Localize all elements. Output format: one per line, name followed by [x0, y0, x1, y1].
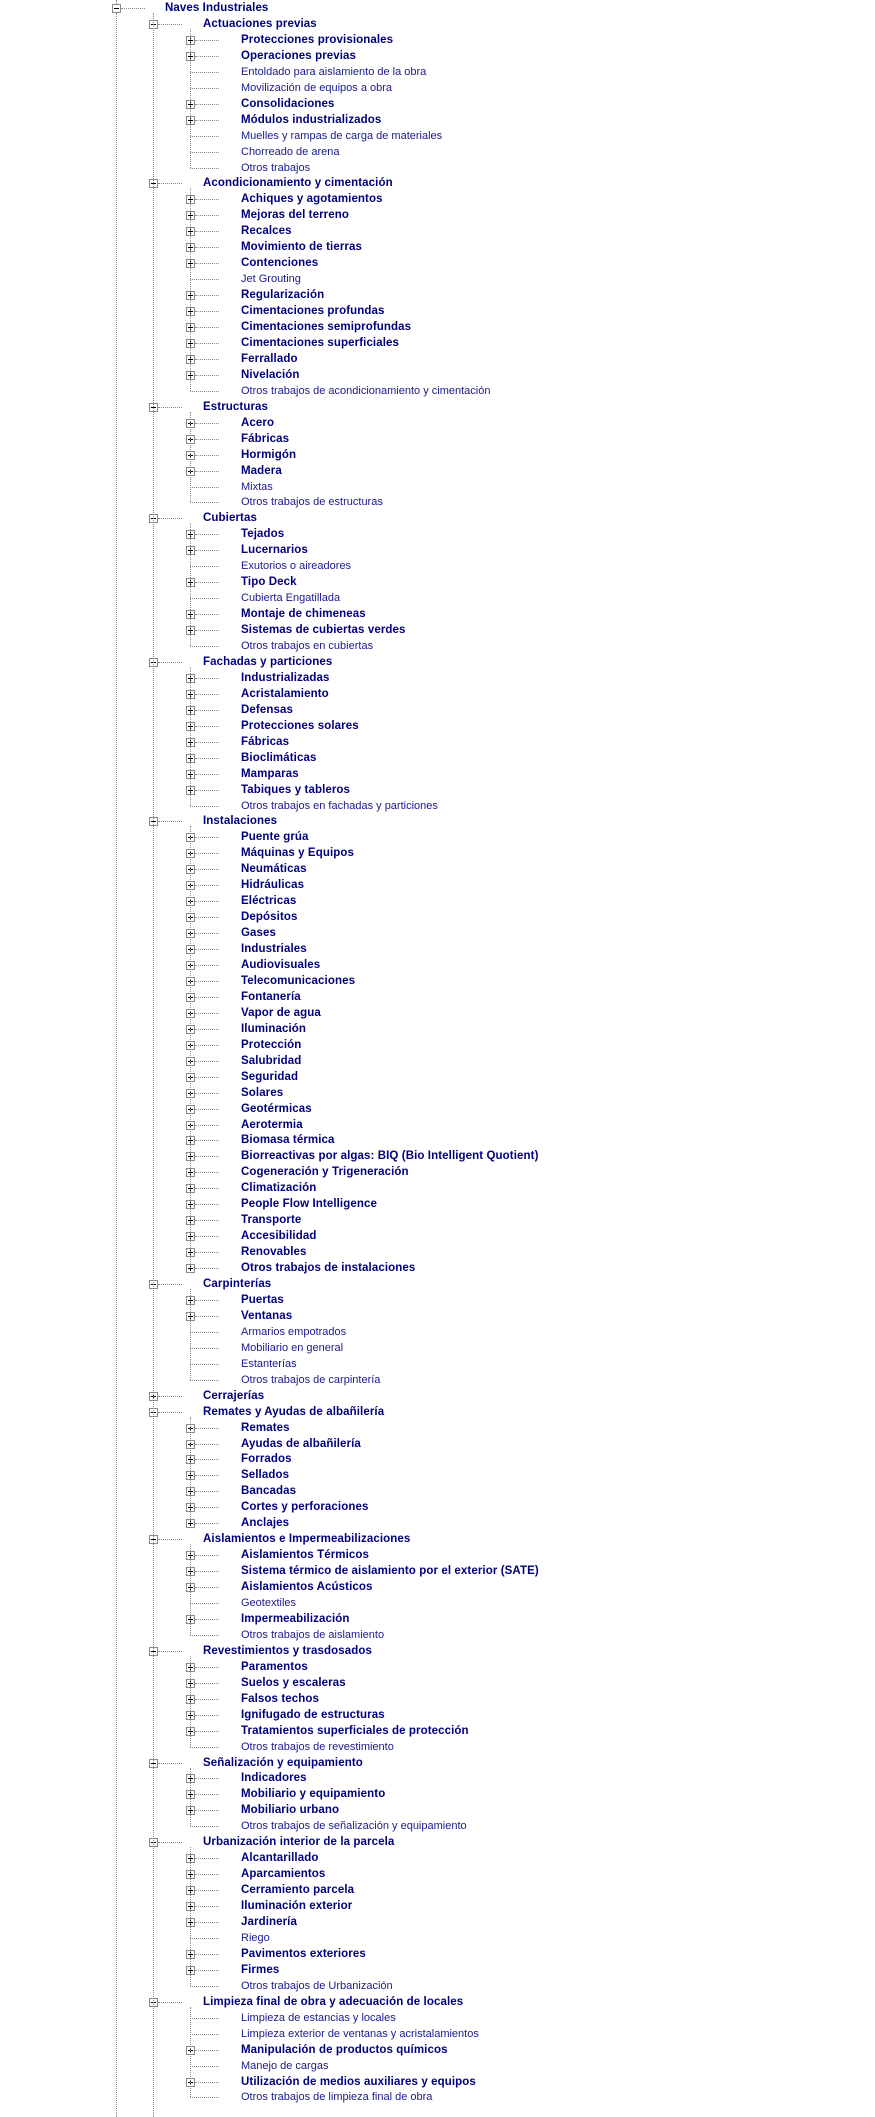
tree-node-item[interactable]: Eléctricas — [241, 895, 297, 907]
tree-node-item[interactable]: Jet Grouting — [241, 273, 301, 285]
tree-connector-vertical — [190, 1847, 191, 1986]
tree-node-item[interactable]: People Flow Intelligence — [241, 1198, 377, 1210]
tree-node-item[interactable]: Cogeneración y Trigeneración — [241, 1166, 409, 1178]
tree-node-category[interactable]: Aislamientos e Impermeabilizaciones — [203, 1533, 411, 1545]
tree-connector-horizontal — [195, 1061, 219, 1062]
tree-node-item[interactable]: Biorreactivas por algas: BIQ (Bio Intelligent Quotient) — [241, 1150, 539, 1162]
tree-node-category[interactable]: Instalaciones — [203, 815, 278, 827]
tree-connector-horizontal — [190, 152, 219, 153]
tree-node-item[interactable]: Fontanería — [241, 991, 301, 1003]
tree-connector-horizontal — [195, 694, 219, 695]
tree-node-item[interactable]: Cortes y perforaciones — [241, 1501, 369, 1513]
tree-connector-vertical — [116, 13, 117, 2117]
tree-node-item[interactable]: Bancadas — [241, 1485, 297, 1497]
tree-connector-horizontal — [195, 1140, 219, 1141]
tree-connector-horizontal — [195, 1475, 219, 1476]
tree-node-item[interactable]: Montaje de chimeneas — [241, 608, 366, 620]
tree-node-item[interactable]: Regularización — [241, 289, 325, 301]
tree-connector-horizontal — [158, 1539, 182, 1540]
tree-connector-horizontal — [190, 1332, 219, 1333]
tree-node-item[interactable]: Módulos industrializados — [241, 114, 382, 126]
tree-node-item[interactable]: Mobiliario y equipamiento — [241, 1788, 386, 1800]
tree-connector-horizontal — [195, 1172, 219, 1173]
tree-connector-horizontal — [195, 965, 219, 966]
tree-connector-horizontal — [195, 534, 219, 535]
tree-node-item[interactable]: Otros trabajos de acondicionamiento y cimentación — [241, 385, 491, 397]
tree-connector-vertical — [190, 1544, 191, 1635]
tree-connector-horizontal — [195, 1874, 219, 1875]
tree-connector-horizontal — [195, 1715, 219, 1716]
tree-node-item[interactable]: Mamparas — [241, 768, 299, 780]
tree-node-item[interactable]: Entoldado para aislamiento de la obra — [241, 66, 427, 78]
tree-connector-horizontal — [195, 917, 219, 918]
tree-connector-horizontal — [190, 2097, 219, 2098]
tree-node-item[interactable]: Geotérmicas — [241, 1103, 312, 1115]
tree-node-item[interactable]: Solares — [241, 1087, 284, 1099]
tree-connector-horizontal — [195, 1204, 219, 1205]
tree-connector-horizontal — [195, 550, 219, 551]
tree-connector-horizontal — [195, 1013, 219, 1014]
tree-connector-horizontal — [195, 1507, 219, 1508]
tree-node-item[interactable]: Cimentaciones profundas — [241, 305, 385, 317]
tree-node-category[interactable]: Acondicionamiento y cimentación — [203, 177, 393, 189]
tree-node-item[interactable]: Nivelación — [241, 369, 300, 381]
tree-connector-horizontal — [195, 997, 219, 998]
tree-connector-horizontal — [195, 1156, 219, 1157]
tree-node-item[interactable]: Máquinas y Equipos — [241, 847, 354, 859]
tree-connector-horizontal — [195, 1188, 219, 1189]
tree-connector-horizontal — [190, 487, 219, 488]
tree-connector-horizontal — [195, 1683, 219, 1684]
tree-connector-horizontal — [195, 471, 219, 472]
tree-connector-horizontal — [195, 1587, 219, 1588]
tree-connector-vertical — [190, 1417, 191, 1523]
tree-node-item[interactable]: Hormigón — [241, 449, 297, 461]
tree-node-item[interactable]: Exutorios o aireadores — [241, 560, 352, 572]
tree-node-item[interactable]: Mejoras del terreno — [241, 209, 349, 221]
tree-node-item[interactable]: Otros trabajos de aislamiento — [241, 1629, 385, 1641]
tree-node-item[interactable]: Movimiento de tierras — [241, 241, 362, 253]
tree-connector-horizontal — [195, 1555, 219, 1556]
tree-connector-horizontal — [190, 1747, 219, 1748]
tree-connector-horizontal — [195, 710, 219, 711]
tree-connector-horizontal — [195, 295, 219, 296]
tree-node-item[interactable]: Defensas — [241, 704, 293, 716]
tree-connector-horizontal — [195, 678, 219, 679]
tree-node-item[interactable]: Pavimentos exteriores — [241, 1948, 366, 1960]
tree-connector-horizontal — [195, 1954, 219, 1955]
tree-node-item[interactable]: Manejo de cargas — [241, 2060, 329, 2072]
tree-connector-horizontal — [190, 168, 219, 169]
tree-connector-horizontal — [190, 88, 219, 89]
tree-connector-horizontal — [195, 901, 219, 902]
tree-node-item[interactable]: Industriales — [241, 943, 307, 955]
tree-connector-horizontal — [195, 1667, 219, 1668]
tree-connector-vertical — [190, 826, 191, 1268]
tree-connector-vertical — [190, 1289, 191, 1380]
tree-connector-horizontal — [195, 933, 219, 934]
tree-connector-horizontal — [190, 2066, 219, 2067]
tree-connector-horizontal — [195, 1268, 219, 1269]
tree-node-item[interactable]: Muelles y rampas de carga de materiales — [241, 130, 443, 142]
tree-connector-horizontal — [121, 8, 145, 9]
tree-connector-horizontal — [158, 662, 182, 663]
tree-connector-horizontal — [158, 1763, 182, 1764]
tree-node-item[interactable]: Falsos techos — [241, 1693, 319, 1705]
tree-connector-horizontal — [195, 2082, 219, 2083]
tree-node-item[interactable]: Audiovisuales — [241, 959, 321, 971]
tree-node-item[interactable]: Consolidaciones — [241, 98, 335, 110]
tree-connector-horizontal — [195, 1491, 219, 1492]
tree-node-item[interactable]: Manipulación de productos químicos — [241, 2044, 448, 2056]
tree-node-item[interactable]: Aparcamientos — [241, 1868, 326, 1880]
tree-connector-horizontal — [195, 1731, 219, 1732]
tree-node-item[interactable]: Sistemas de cubiertas verdes — [241, 624, 406, 636]
tree-node-item[interactable]: Otros trabajos de estructuras — [241, 496, 383, 508]
tree-connector-vertical — [190, 1656, 191, 1747]
tree-connector-horizontal — [195, 1906, 219, 1907]
tree-connector-horizontal — [195, 1699, 219, 1700]
tree-node-item[interactable]: Biomasa térmica — [241, 1134, 335, 1146]
tree-node-item[interactable]: Cubierta Engatillada — [241, 592, 341, 604]
tree-connector-horizontal — [195, 1300, 219, 1301]
tree-connector-horizontal — [158, 407, 182, 408]
tree-node-item[interactable]: Protecciones solares — [241, 720, 359, 732]
tree-node-item[interactable]: Mixtas — [241, 481, 273, 493]
tree-connector-vertical — [116, 0, 117, 4]
tree-node-category[interactable]: Revestimientos y trasdosados — [203, 1645, 372, 1657]
tree-connector-horizontal — [195, 439, 219, 440]
tree-connector-horizontal — [190, 566, 219, 567]
tree-node-item[interactable]: Otros trabajos de limpieza final de obra — [241, 2091, 433, 2103]
tree-connector-horizontal — [195, 1045, 219, 1046]
tree-node-category[interactable]: Actuaciones previas — [203, 18, 317, 30]
tree-node-category[interactable]: Carpinterías — [203, 1278, 272, 1290]
tree-node-item[interactable]: Utilización de medios auxiliares y equipos — [241, 2076, 476, 2088]
tree-connector-horizontal — [195, 726, 219, 727]
tree-connector-horizontal — [195, 104, 219, 105]
tree-node-item[interactable]: Lucernarios — [241, 544, 308, 556]
tree-connector-vertical — [190, 667, 191, 806]
tree-connector-horizontal — [190, 1364, 219, 1365]
tree-node-item[interactable]: Operaciones previas — [241, 50, 357, 62]
tree-connector-horizontal — [195, 247, 219, 248]
tree-node-item[interactable]: Acristalamiento — [241, 688, 329, 700]
tree-connector-horizontal — [195, 1428, 219, 1429]
tree-node-item[interactable]: Indicadores — [241, 1772, 307, 1784]
tree-node-item[interactable]: Acero — [241, 417, 275, 429]
tree-connector-horizontal — [158, 24, 182, 25]
tree-node-item[interactable]: Tabiques y tableros — [241, 784, 351, 796]
tree-connector-horizontal — [195, 1077, 219, 1078]
tree-connector-horizontal — [195, 2050, 219, 2051]
tree-node-item[interactable]: Ignifugado de estructuras — [241, 1709, 385, 1721]
tree-node-item[interactable]: Otros trabajos en cubiertas — [241, 640, 374, 652]
tree-node-item[interactable]: Tipo Deck — [241, 576, 297, 588]
tree-connector-horizontal — [195, 1794, 219, 1795]
tree-connector-horizontal — [195, 1316, 219, 1317]
tree-node-item[interactable]: Limpieza exterior de ventanas y acristalamientos — [241, 2028, 479, 2040]
tree-connector-horizontal — [195, 1220, 219, 1221]
tree-node-item[interactable]: Aislamientos Acústicos — [241, 1581, 373, 1593]
tree-node-item[interactable]: Ventanas — [241, 1310, 293, 1322]
tree-node-category[interactable]: Remates y Ayudas de albañilería — [203, 1406, 385, 1418]
tree-connector-horizontal — [195, 1444, 219, 1445]
tree-connector-horizontal — [195, 1236, 219, 1237]
tree-node-item[interactable]: Madera — [241, 465, 282, 477]
tree-node-item[interactable]: Fábricas — [241, 736, 290, 748]
tree-connector-horizontal — [195, 40, 219, 41]
tree-connector-horizontal — [158, 2002, 182, 2003]
tree-node-item[interactable]: Iluminación — [241, 1023, 306, 1035]
tree-connector-horizontal — [195, 1858, 219, 1859]
tree-node-item[interactable]: Transporte — [241, 1214, 302, 1226]
tree-connector-horizontal — [195, 1523, 219, 1524]
tree-connector-horizontal — [190, 1826, 219, 1827]
tree-connector-horizontal — [195, 343, 219, 344]
tree-node-item[interactable]: Industrializadas — [241, 672, 330, 684]
tree-node-item[interactable]: Vapor de agua — [241, 1007, 321, 1019]
tree-connector-horizontal — [195, 869, 219, 870]
tree-node-item[interactable]: Otros trabajos de instalaciones — [241, 1262, 416, 1274]
tree-node-item[interactable]: Otros trabajos de señalización y equipamiento — [241, 1820, 467, 1832]
tree-connector-horizontal — [195, 885, 219, 886]
tree-connector-horizontal — [195, 1922, 219, 1923]
tree-node-item[interactable]: Puente grúa — [241, 831, 309, 843]
tree-node-item[interactable]: Remates — [241, 1422, 290, 1434]
tree-connector-horizontal — [195, 1093, 219, 1094]
tree-node-item[interactable]: Salubridad — [241, 1055, 302, 1067]
tree-connector-horizontal — [158, 518, 182, 519]
tree-connector-horizontal — [195, 1970, 219, 1971]
tree-node-item[interactable]: Sellados — [241, 1469, 290, 1481]
tree-connector-horizontal — [195, 120, 219, 121]
tree-node-item[interactable]: Accesibilidad — [241, 1230, 317, 1242]
tree-node-item[interactable]: Climatización — [241, 1182, 317, 1194]
tree-connector-horizontal — [158, 183, 182, 184]
tree-node-item[interactable]: Bioclimáticas — [241, 752, 317, 764]
tree-connector-horizontal — [195, 630, 219, 631]
tree-connector-vertical — [190, 29, 191, 168]
tree-node-item[interactable]: Aislamientos Térmicos — [241, 1549, 370, 1561]
tree-connector-horizontal — [190, 1348, 219, 1349]
tree-node-category[interactable]: Limpieza final de obra y adecuación de locales — [203, 1996, 464, 2008]
tree-connector-vertical — [190, 2007, 191, 2097]
tree-connector-horizontal — [195, 1890, 219, 1891]
tree-node-item[interactable]: Recalces — [241, 225, 292, 237]
tree-connector-horizontal — [195, 1125, 219, 1126]
tree-connector-horizontal — [195, 1571, 219, 1572]
tree-connector-vertical — [153, 13, 154, 2117]
tree-connector-horizontal — [190, 2034, 219, 2035]
tree-node-category[interactable]: Fachadas y particiones — [203, 656, 333, 668]
tree-connector-horizontal — [158, 1412, 182, 1413]
tree-connector-horizontal — [190, 806, 219, 807]
tree-connector-horizontal — [195, 853, 219, 854]
tree-connector-vertical — [190, 1768, 191, 1826]
tree-node-item[interactable]: Cimentaciones semiprofundas — [241, 321, 412, 333]
tree-connector-vertical — [190, 412, 191, 502]
tree-node-category[interactable]: Estructuras — [203, 401, 269, 413]
tree-node-item[interactable]: Tratamientos superficiales de protección — [241, 1725, 469, 1737]
tree-node-root[interactable]: Naves Industriales — [165, 2, 269, 14]
tree-node-category[interactable]: Urbanización interior de la parcela — [203, 1836, 395, 1848]
tree-node-item[interactable]: Movilización de equipos a obra — [241, 82, 393, 94]
tree-connector-horizontal — [195, 1029, 219, 1030]
tree-node-item[interactable]: Tejados — [241, 528, 285, 540]
tree-connector-horizontal — [195, 215, 219, 216]
tree-connector-horizontal — [190, 1380, 219, 1381]
tree-node-item[interactable]: Otros trabajos de carpintería — [241, 1374, 381, 1386]
tree-connector-horizontal — [158, 1396, 182, 1397]
tree-node-item[interactable]: Mobiliario en general — [241, 1342, 344, 1354]
tree-connector-horizontal — [195, 758, 219, 759]
tree-node-item[interactable]: Telecomunicaciones — [241, 975, 356, 987]
tree-connector-horizontal — [195, 231, 219, 232]
tree-node-item[interactable]: Iluminación exterior — [241, 1900, 353, 1912]
tree-node-item[interactable]: Otros trabajos de Urbanización — [241, 1980, 393, 1992]
tree-node-item[interactable]: Otros trabajos en fachadas y particiones — [241, 800, 438, 812]
tree-connector-horizontal — [195, 949, 219, 950]
tree-connector-horizontal — [190, 72, 219, 73]
tree-connector-horizontal — [195, 614, 219, 615]
tree-connector-horizontal — [195, 1252, 219, 1253]
tree-connector-horizontal — [195, 423, 219, 424]
tree-node-item[interactable]: Fábricas — [241, 433, 290, 445]
tree-connector-horizontal — [158, 1651, 182, 1652]
tree-connector-horizontal — [190, 1938, 219, 1939]
tree-node-item[interactable]: Limpieza de estancias y locales — [241, 2012, 396, 2024]
tree-connector-horizontal — [195, 359, 219, 360]
tree-connector-horizontal — [190, 1635, 219, 1636]
tree-node-item[interactable]: Puertas — [241, 1294, 284, 1306]
tree-connector-horizontal — [195, 774, 219, 775]
tree-connector-horizontal — [190, 279, 219, 280]
tree-node-item[interactable]: Ferrallado — [241, 353, 298, 365]
tree-node-item[interactable]: Renovables — [241, 1246, 307, 1258]
tree-connector-horizontal — [195, 311, 219, 312]
tree-node-item[interactable]: Forrados — [241, 1453, 292, 1465]
tree-node-item[interactable]: Neumáticas — [241, 863, 307, 875]
tree-connector-horizontal — [195, 1778, 219, 1779]
tree-node-item[interactable]: Achiques y agotamientos — [241, 193, 383, 205]
tree-connector-horizontal — [195, 582, 219, 583]
tree-connector-horizontal — [195, 837, 219, 838]
tree-node-item[interactable]: Cerramiento parcela — [241, 1884, 355, 1896]
tree-node-category[interactable]: Cerrajerías — [203, 1390, 265, 1402]
tree-connector-horizontal — [195, 1459, 219, 1460]
tree-connector-horizontal — [190, 646, 219, 647]
tree-node-item[interactable]: Anclajes — [241, 1517, 290, 1529]
tree-connector-horizontal — [190, 391, 219, 392]
tree-connector-horizontal — [195, 742, 219, 743]
tree-connector-horizontal — [195, 56, 219, 57]
tree-node-item[interactable]: Seguridad — [241, 1071, 299, 1083]
tree-connector-horizontal — [195, 1810, 219, 1811]
tree-node-item[interactable]: Paramentos — [241, 1661, 308, 1673]
tree-connector-horizontal — [195, 263, 219, 264]
tree-connector-horizontal — [190, 502, 219, 503]
tree-node-item[interactable]: Suelos y escaleras — [241, 1677, 346, 1689]
tree-connector-horizontal — [195, 327, 219, 328]
tree-connector-horizontal — [195, 199, 219, 200]
tree-toggle-root-icon[interactable] — [112, 4, 121, 13]
tree-node-item[interactable]: Estanterías — [241, 1358, 297, 1370]
tree-node-item[interactable]: Ayudas de albañilería — [241, 1438, 361, 1450]
tree-node-item[interactable]: Depósitos — [241, 911, 298, 923]
tree-connector-horizontal — [190, 136, 219, 137]
tree-connector-horizontal — [195, 1109, 219, 1110]
tree-node-item[interactable]: Protecciones provisionales — [241, 34, 394, 46]
tree-node-item[interactable]: Alcantarillado — [241, 1852, 319, 1864]
tree-node-item[interactable]: Mobiliario urbano — [241, 1804, 340, 1816]
tree-node-item[interactable]: Cimentaciones superficiales — [241, 337, 400, 349]
tree-connector-horizontal — [190, 1603, 219, 1604]
tree-node-item[interactable]: Sistema térmico de aislamiento por el exterior (SATE) — [241, 1565, 539, 1577]
tree-node-category[interactable]: Cubiertas — [203, 512, 257, 524]
tree-connector-horizontal — [195, 1619, 219, 1620]
tree-connector-horizontal — [190, 598, 219, 599]
tree-node-item[interactable]: Hidráulicas — [241, 879, 305, 891]
tree-node-item[interactable]: Jardinería — [241, 1916, 297, 1928]
tree-node-item[interactable]: Otros trabajos — [241, 162, 311, 174]
tree-connector-vertical — [190, 188, 191, 391]
tree-node-item[interactable]: Armarios empotrados — [241, 1326, 347, 1338]
tree-node-category[interactable]: Señalización y equipamiento — [203, 1757, 363, 1769]
tree-node-item[interactable]: Geotextiles — [241, 1597, 297, 1609]
tree-connector-horizontal — [195, 455, 219, 456]
tree-connector-horizontal — [195, 375, 219, 376]
tree-node-item[interactable]: Chorreado de arena — [241, 146, 340, 158]
tree-node-item[interactable]: Gases — [241, 927, 277, 939]
tree-connector-vertical — [190, 523, 191, 646]
tree-node-item[interactable]: Firmes — [241, 1964, 280, 1976]
tree-node-item[interactable]: Impermeabilización — [241, 1613, 350, 1625]
tree-node-item[interactable]: Otros trabajos de revestimiento — [241, 1741, 394, 1753]
tree-connector-horizontal — [158, 821, 182, 822]
tree-connector-horizontal — [158, 1842, 182, 1843]
tree-node-item[interactable]: Riego — [241, 1932, 270, 1944]
tree-connector-horizontal — [195, 981, 219, 982]
tree-node-item[interactable]: Protección — [241, 1039, 302, 1051]
tree-connector-horizontal — [190, 1986, 219, 1987]
tree-node-item[interactable]: Contenciones — [241, 257, 319, 269]
tree-connector-horizontal — [190, 2018, 219, 2019]
tree-connector-horizontal — [195, 790, 219, 791]
tree-connector-horizontal — [158, 1284, 182, 1285]
tree-node-item[interactable]: Aerotermia — [241, 1119, 303, 1131]
